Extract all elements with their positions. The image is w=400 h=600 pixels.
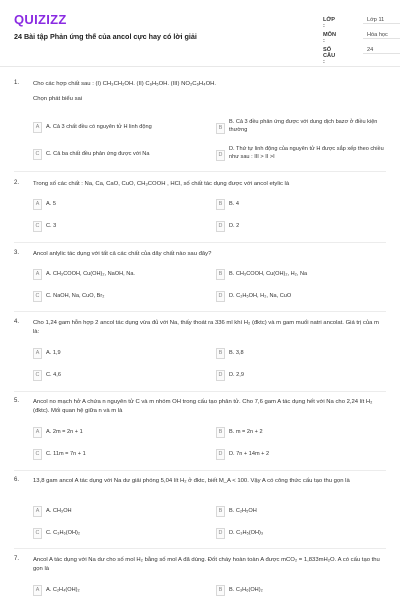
option-b[interactable] xyxy=(216,197,386,211)
question-subtext: Chọn phát biểu sai xyxy=(33,96,83,102)
question-text: Cho 1,24 gam hỗn hợp 2 ancol tác dụng vừa đủ với Na, thấy thoát ra 336 ml khí H₂ (đktc) và m gam muối natri ancolat. Giá trị của m là: xyxy=(33,320,379,335)
option-d[interactable] xyxy=(216,147,386,161)
option-d[interactable] xyxy=(216,368,386,382)
option-text: D. C₃H₅(OH)₃ xyxy=(229,530,264,536)
option-letter-box: A xyxy=(33,585,42,596)
question-text: Ancol anlylic tác dụng với tất cả các chất của dãy chất nào sau đây? xyxy=(33,251,212,257)
option-b[interactable] xyxy=(216,504,386,518)
option-letter-box: B xyxy=(216,269,225,280)
option-text: B. 4 xyxy=(229,201,239,207)
option-a[interactable] xyxy=(33,197,188,211)
option-text: A. C₂H₄(OH)₂ xyxy=(46,587,80,593)
option-letter-box: B xyxy=(216,199,225,210)
option-letter-box: B xyxy=(216,506,225,517)
question-divider xyxy=(14,311,386,312)
option-text: C. C₃H₆(OH)₂ xyxy=(46,530,81,536)
option-d[interactable] xyxy=(216,219,386,233)
option-text: B. Cả 3 đều phản ứng được với dung dịch bazơ ở điều kiện thường xyxy=(229,119,378,133)
option-text: B. CH₃COOH, Cu(OH)₂, H₂, Na xyxy=(229,271,308,277)
meta-label: MÔN : xyxy=(323,32,337,44)
question-text: Ancol A tác dụng với Na dư cho số mol H₂ bằng số mol A đã dùng. Đốt cháy hoàn toàn A được mCO₂ = 1,833mH₂O. A có cấu tạo thu gọn là xyxy=(33,557,380,572)
option-b[interactable] xyxy=(216,583,386,597)
option-letter-box: A xyxy=(33,269,42,280)
option-text: C. Cả ba chất đều phản ứng được với Na xyxy=(46,151,150,157)
meta-value: 24 xyxy=(363,47,400,54)
option-c[interactable] xyxy=(33,447,188,461)
option-a[interactable] xyxy=(33,120,188,134)
option-a[interactable] xyxy=(33,267,188,281)
option-a[interactable] xyxy=(33,425,188,439)
option-text: A. CH₃OH xyxy=(46,508,72,514)
option-letter-box: D xyxy=(216,221,225,232)
option-text: D. Thứ tự linh động của nguyên tử H được sắp xếp theo chiều như sau : III > II >I xyxy=(229,146,384,160)
option-letter-box: A xyxy=(33,199,42,210)
question-divider xyxy=(14,171,386,172)
meta-label: LỚP : xyxy=(323,17,335,29)
option-d[interactable] xyxy=(216,526,386,540)
option-d[interactable] xyxy=(216,447,386,461)
option-b[interactable] xyxy=(216,425,386,439)
option-a[interactable] xyxy=(33,583,188,597)
option-c[interactable] xyxy=(33,147,188,161)
option-c[interactable] xyxy=(33,219,188,233)
question-number: 3. xyxy=(14,250,20,256)
question-number: 2. xyxy=(14,180,20,186)
option-letter-box: D xyxy=(216,370,225,381)
header-divider xyxy=(0,66,400,67)
option-letter-box: A xyxy=(33,506,42,517)
option-letter-box: B xyxy=(216,427,225,438)
option-text: C. 3 xyxy=(46,223,57,229)
question-text: Cho các hợp chất sau : (I) CH₃CH₂OH. (II) C₆H₅OH. (III) NO₂C₆H₄OH. xyxy=(33,81,217,87)
option-a[interactable] xyxy=(33,346,188,360)
option-letter-box: D xyxy=(216,291,225,302)
option-text: B. C₃H₆(OH)₂ xyxy=(229,587,263,593)
question-text: Ancol no mạch hở A chứa n nguyên tử C và m nhóm OH trong cấu tạo phân tử. Cho 7,6 gam A tác dụng hết với Na cho 2,24 lít H₂ (đktc). Mối quan hệ giữa n và m là xyxy=(33,399,373,414)
meta-value: Lớp 11 xyxy=(363,17,400,24)
option-letter-box: C xyxy=(33,221,42,232)
quizizz-logo: QUIZIZZ xyxy=(14,12,67,27)
option-text: C. 11m = 7n + 1 xyxy=(46,451,86,457)
option-letter-box: D xyxy=(216,528,225,539)
option-text: D. C₂H₅OH, H₂, Na, CuO xyxy=(229,293,292,299)
option-b[interactable] xyxy=(216,120,386,134)
meta-value: Hóa học xyxy=(363,32,400,39)
option-text: A. 2m = 2n + 1 xyxy=(46,429,83,435)
option-letter-box: A xyxy=(33,122,42,133)
option-text: A. 5 xyxy=(46,201,56,207)
question-number: 4. xyxy=(14,319,20,325)
option-text: D. 2,9 xyxy=(229,372,244,378)
question-divider xyxy=(14,470,386,471)
option-text: D. 2 xyxy=(229,223,240,229)
option-letter-box: C xyxy=(33,149,42,160)
option-text: B. 3,8 xyxy=(229,350,244,356)
question-number: 5. xyxy=(14,398,20,404)
question-divider xyxy=(14,548,386,549)
option-c[interactable] xyxy=(33,526,188,540)
option-c[interactable] xyxy=(33,368,188,382)
option-text: A. 1,9 xyxy=(46,350,61,356)
option-c[interactable] xyxy=(33,289,188,303)
question-divider xyxy=(14,391,386,392)
option-text: B. m = 2n + 2 xyxy=(229,429,263,435)
option-letter-box: B xyxy=(216,348,225,359)
question-divider xyxy=(14,242,386,243)
option-text: A. CH₃COOH, Cu(OH)₂, NaOH, Na. xyxy=(46,271,135,277)
option-text: D. 7n + 14m + 2 xyxy=(229,451,270,457)
page-title: 24 Bài tập Phản ứng thế của ancol cực hay có lời giải xyxy=(14,32,197,41)
question-number: 7. xyxy=(14,556,20,562)
option-letter-box: C xyxy=(33,528,42,539)
option-d[interactable] xyxy=(216,289,386,303)
option-letter-box: B xyxy=(216,123,225,134)
option-letter-box: D xyxy=(216,150,225,161)
option-text: C. 4,6 xyxy=(46,372,61,378)
option-text: C. NaOH, Na, CuO, Br₂ xyxy=(46,293,105,299)
question-number: 6. xyxy=(14,477,20,483)
option-a[interactable] xyxy=(33,504,188,518)
question-number: 1. xyxy=(14,80,20,86)
question-text: 13,8 gam ancol A tác dụng với Na dư giải phóng 5,04 lít H₂ ở đktc, biết M_A < 100. Vậy A có công thức cấu tạo thu gọn là xyxy=(33,478,350,484)
option-text: A. Cả 3 chất đều có nguyên tử H linh động xyxy=(46,124,152,130)
option-letter-box: A xyxy=(33,427,42,438)
option-letter-box: B xyxy=(216,585,225,596)
option-b[interactable] xyxy=(216,346,386,360)
option-letter-box: A xyxy=(33,348,42,359)
question-text: Trong số các chất : Na, Ca, CaO, CuO, CH₃COOH , HCl, số chất tác dụng được với ancol etylic là xyxy=(33,181,290,187)
option-letter-box: C xyxy=(33,291,42,302)
option-text: B. C₂H₅OH xyxy=(229,508,257,514)
option-letter-box: C xyxy=(33,370,42,381)
option-letter-box: D xyxy=(216,449,225,460)
meta-label: SỐ CÂU : xyxy=(323,47,336,65)
option-b[interactable] xyxy=(216,267,386,281)
option-letter-box: C xyxy=(33,449,42,460)
